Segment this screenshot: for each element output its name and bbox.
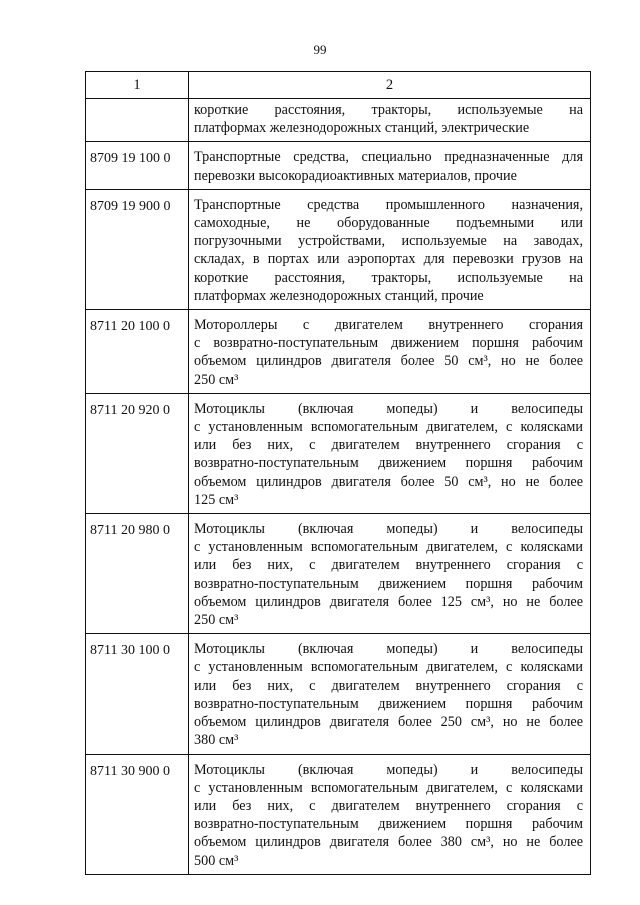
row-description <box>189 634 591 754</box>
row-code: 8711 20 980 0 <box>86 514 189 634</box>
description-line: складах, в портах или аэропортах для перевозки грузов на <box>194 251 583 268</box>
description-line: объемом цилиндров двигателя более 250 см³, но не более <box>194 714 583 731</box>
row-code: 8709 19 900 0 <box>86 189 189 309</box>
description-line: 250 см³ <box>194 371 239 388</box>
description-line: объемом цилиндров двигателя более 380 см³, но не более <box>194 834 583 851</box>
row-code: 8711 20 920 0 <box>86 393 189 513</box>
description-line: или без них, с двигателем внутреннего сгорания с <box>194 677 583 694</box>
row-code: 8711 30 900 0 <box>86 754 189 874</box>
description-line: возвратно-поступательным движением поршня рабочим <box>194 455 583 472</box>
description-line: возвратно-поступательным движением поршня рабочим <box>194 816 583 833</box>
description-line: или без них, с двигателем внутреннего сгорания с <box>194 557 583 574</box>
description-line: короткие расстояния, тракторы, используемые на <box>194 269 583 286</box>
description-line: перевозки высокорадиоактивных материалов, прочие <box>194 167 517 184</box>
description-line: 250 см³ <box>194 612 239 629</box>
row-code: 8711 20 100 0 <box>86 310 189 394</box>
table-row <box>86 514 591 634</box>
column-header-description: 2 <box>189 72 591 99</box>
description-line: платформах железнодорожных станций, электрические <box>194 120 530 137</box>
description-line: Мотороллеры с двигателем внутреннего сгорания <box>194 317 583 334</box>
description-line: короткие расстояния, тракторы, используемые на <box>194 102 583 118</box>
description-line: Транспортные средства промышленного назначения, <box>194 196 583 213</box>
row-description <box>189 142 591 189</box>
description-line: возвратно-поступательным движением поршня рабочим <box>194 695 583 712</box>
description-line: Мотоциклы (включая мопеды) и велосипеды <box>194 400 583 417</box>
row-description <box>189 754 591 874</box>
row-description <box>189 514 591 634</box>
description-line: объемом цилиндров двигателя более 125 см³, но не более <box>194 593 583 610</box>
description-line: погрузочными устройствами, используемые на заводах, <box>194 233 583 250</box>
table-row <box>86 754 591 874</box>
row-description <box>189 310 591 394</box>
description-line: Мотоциклы (включая мопеды) и велосипеды <box>194 641 583 658</box>
table-row <box>86 189 591 309</box>
description-line: 125 см³ <box>194 491 239 508</box>
table-row <box>86 393 591 513</box>
tariff-code-table <box>85 71 591 875</box>
description-line: Мотоциклы (включая мопеды) и велосипеды <box>194 761 583 778</box>
description-line: Транспортные средства, специально предназначенные для <box>194 149 583 166</box>
description-line: с установленным вспомогательным двигателем, с колясками <box>194 419 583 436</box>
description-line: или без них, с двигателем внутреннего сгорания с <box>194 797 583 814</box>
table-row <box>86 99 591 142</box>
description-line: с установленным вспомогательным двигателем, с колясками <box>194 779 583 796</box>
table-row <box>86 310 591 394</box>
row-code: 8709 19 100 0 <box>86 142 189 189</box>
description-line: 500 см³ <box>194 852 239 869</box>
description-line: объемом цилиндров двигателя более 50 см³, но не более <box>194 353 583 370</box>
description-line: платформах железнодорожных станций, прочие <box>194 287 484 304</box>
description-line: Мотоциклы (включая мопеды) и велосипеды <box>194 521 583 538</box>
row-code <box>86 99 189 142</box>
row-code: 8711 30 100 0 <box>86 634 189 754</box>
row-description <box>189 189 591 309</box>
row-description <box>189 99 591 142</box>
row-description <box>189 393 591 513</box>
description-line: 380 см³ <box>194 732 239 749</box>
description-line: с возвратно-поступательным движением поршня рабочим <box>194 335 583 352</box>
description-line: возвратно-поступательным движением поршня рабочим <box>194 575 583 592</box>
column-header-code: 1 <box>86 72 189 99</box>
description-line: с установленным вспомогательным двигателем, с колясками <box>194 659 583 676</box>
description-line: объемом цилиндров двигателя более 50 см³, но не более <box>194 473 583 490</box>
table-row <box>86 634 591 754</box>
description-line: с установленным вспомогательным двигателем, с колясками <box>194 539 583 556</box>
description-line: самоходные, не оборудованные подъемными или <box>194 215 583 232</box>
table-header-row <box>86 72 591 99</box>
page-number: 99 <box>313 42 327 57</box>
description-line: или без них, с двигателем внутреннего сгорания с <box>194 437 583 454</box>
table-row <box>86 142 591 189</box>
